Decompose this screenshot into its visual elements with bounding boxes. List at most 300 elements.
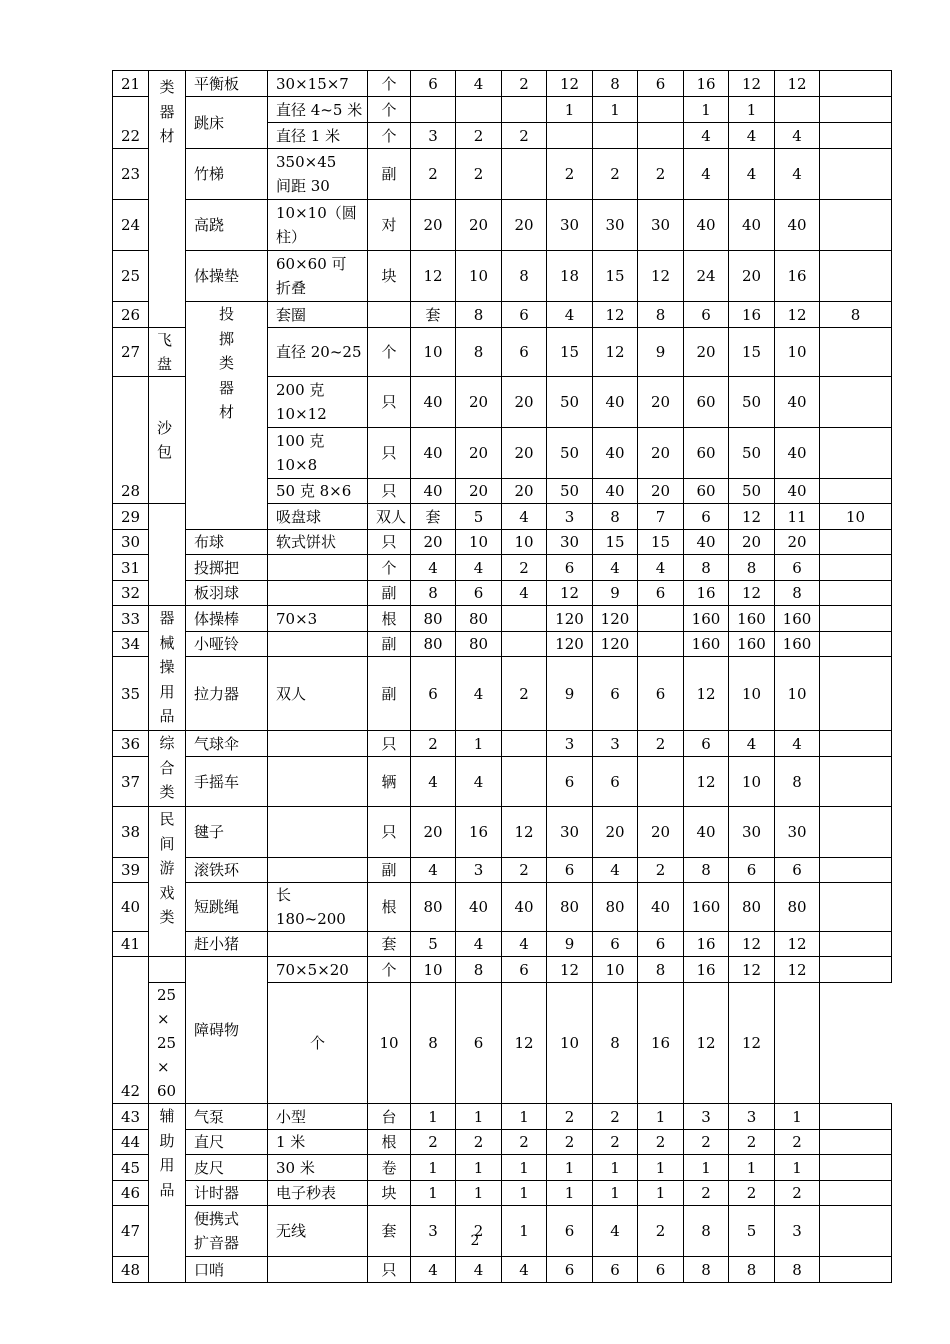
- quantity-cell: 2: [411, 149, 456, 200]
- item-number: 31: [113, 555, 149, 581]
- quantity-cell: [411, 97, 456, 123]
- item-name: 滚铁环: [186, 858, 268, 883]
- quantity-cell: 6: [547, 757, 593, 807]
- quantity-cell: 12: [775, 302, 820, 328]
- item-name: 皮尺: [186, 1155, 268, 1181]
- quantity-cell: 6: [638, 657, 684, 731]
- quantity-cell: 20: [456, 479, 502, 504]
- item-unit: 只: [368, 1257, 411, 1283]
- quantity-cell: 6: [547, 858, 593, 883]
- quantity-cell: 3: [684, 1104, 729, 1130]
- item-unit: 只: [368, 428, 411, 479]
- quantity-cell: 2: [411, 731, 456, 757]
- quantity-cell: 4: [502, 932, 547, 957]
- quantity-cell: 20: [456, 428, 502, 479]
- quantity-cell: 50: [729, 428, 775, 479]
- item-spec: 200 克 10×12: [268, 377, 368, 428]
- item-spec: [268, 858, 368, 883]
- quantity-cell: 12: [729, 71, 775, 97]
- quantity-cell: 5: [411, 932, 456, 957]
- item-name: 短跳绳: [186, 883, 268, 932]
- quantity-cell: 20: [411, 200, 456, 251]
- quantity-cell: 24: [684, 251, 729, 302]
- item-unit: 根: [368, 1130, 411, 1155]
- quantity-cell: 6: [547, 555, 593, 581]
- table-row: [113, 581, 892, 606]
- quantity-cell: 5: [456, 504, 502, 530]
- quantity-cell: 60: [684, 377, 729, 428]
- category-cell: 器 械 操 用 品: [149, 606, 186, 731]
- quantity-cell: 12: [638, 251, 684, 302]
- item-unit: 只: [368, 377, 411, 428]
- quantity-cell: 4: [684, 123, 729, 149]
- quantity-cell: 30: [547, 200, 593, 251]
- item-unit: 套: [368, 932, 411, 957]
- quantity-cell: 10: [729, 657, 775, 731]
- quantity-cell: 10: [547, 983, 593, 1104]
- quantity-cell: 12: [775, 71, 820, 97]
- quantity-cell: 4: [729, 123, 775, 149]
- quantity-cell: 16: [775, 251, 820, 302]
- quantity-cell: 8: [684, 1206, 729, 1257]
- quantity-cell: 20: [502, 479, 547, 504]
- item-name: 口哨: [186, 1257, 268, 1283]
- quantity-cell: 40: [684, 200, 729, 251]
- quantity-cell: 2: [593, 1104, 638, 1130]
- table-row: [113, 530, 892, 555]
- quantity-cell: 12: [775, 932, 820, 957]
- remark-cell: [820, 932, 892, 957]
- item-spec: [368, 302, 411, 328]
- quantity-cell: 4: [502, 1257, 547, 1283]
- quantity-cell: 2: [502, 71, 547, 97]
- quantity-cell: 6: [456, 581, 502, 606]
- item-spec: 直径 4~5 米: [268, 97, 368, 123]
- quantity-cell: 20: [729, 251, 775, 302]
- quantity-cell: 6: [502, 302, 547, 328]
- table-row: [113, 657, 892, 731]
- quantity-cell: [502, 606, 547, 632]
- quantity-cell: 12: [593, 302, 638, 328]
- quantity-cell: 20: [411, 530, 456, 555]
- quantity-cell: 6: [593, 932, 638, 957]
- quantity-cell: 4: [456, 71, 502, 97]
- quantity-cell: 40: [411, 377, 456, 428]
- item-unit: 副: [368, 581, 411, 606]
- quantity-cell: 2: [456, 1206, 502, 1257]
- remark-cell: [820, 428, 892, 479]
- quantity-cell: 4: [411, 858, 456, 883]
- quantity-cell: 160: [684, 606, 729, 632]
- quantity-cell: 8: [593, 71, 638, 97]
- item-name: 跳床: [186, 97, 268, 149]
- item-unit: 个: [368, 957, 411, 983]
- quantity-cell: 1: [502, 1155, 547, 1181]
- quantity-cell: 30: [593, 200, 638, 251]
- quantity-cell: 2: [638, 731, 684, 757]
- quantity-cell: 4: [456, 1257, 502, 1283]
- item-name: 便携式 扩音器: [186, 1206, 268, 1257]
- quantity-cell: 20: [729, 530, 775, 555]
- item-name: 布球: [186, 530, 268, 555]
- category-cell: 类 器 材: [149, 71, 186, 328]
- quantity-cell: 15: [638, 530, 684, 555]
- quantity-cell: 1: [684, 1155, 729, 1181]
- quantity-cell: 2: [456, 149, 502, 200]
- item-name: 平衡板: [186, 71, 268, 97]
- table-row: [113, 883, 892, 932]
- quantity-cell: 6: [502, 328, 547, 377]
- quantity-cell: 40: [502, 883, 547, 932]
- quantity-cell: 6: [684, 731, 729, 757]
- quantity-cell: 1: [638, 1181, 684, 1206]
- item-number: 47: [113, 1206, 149, 1257]
- quantity-cell: 12: [547, 581, 593, 606]
- item-spec: [268, 731, 368, 757]
- quantity-cell: 1: [638, 1104, 684, 1130]
- table-row: [113, 71, 892, 97]
- remark-cell: [820, 251, 892, 302]
- quantity-cell: 8: [684, 858, 729, 883]
- quantity-cell: 1: [593, 97, 638, 123]
- quantity-cell: 2: [684, 1130, 729, 1155]
- item-number: 22: [113, 97, 149, 149]
- item-number: 44: [113, 1130, 149, 1155]
- quantity-cell: 160: [775, 632, 820, 657]
- item-spec: 电子秒表: [268, 1181, 368, 1206]
- quantity-cell: 8: [775, 757, 820, 807]
- quantity-cell: 10: [775, 657, 820, 731]
- quantity-cell: 40: [729, 200, 775, 251]
- quantity-cell: 1: [456, 1155, 502, 1181]
- quantity-cell: 80: [593, 883, 638, 932]
- quantity-cell: 8: [456, 302, 502, 328]
- remark-cell: [820, 328, 892, 377]
- quantity-cell: 3: [547, 731, 593, 757]
- table-row: [113, 97, 892, 123]
- item-number: 48: [113, 1257, 149, 1283]
- item-spec: 70×5×20: [268, 957, 368, 983]
- quantity-cell: 6: [593, 1257, 638, 1283]
- table-row: [113, 932, 892, 957]
- quantity-cell: [638, 123, 684, 149]
- quantity-cell: 40: [775, 200, 820, 251]
- table-row: [113, 149, 892, 200]
- page-number: 2: [470, 1233, 480, 1249]
- quantity-cell: 15: [593, 530, 638, 555]
- quantity-cell: 10: [411, 957, 456, 983]
- quantity-cell: 8: [729, 1257, 775, 1283]
- quantity-cell: 8: [411, 581, 456, 606]
- item-unit: 副: [368, 657, 411, 731]
- quantity-cell: 12: [502, 983, 547, 1104]
- item-unit: 台: [368, 1104, 411, 1130]
- remark-cell: [820, 757, 892, 807]
- item-spec: 直径 1 米: [268, 123, 368, 149]
- quantity-cell: 10: [729, 757, 775, 807]
- quantity-cell: 9: [547, 657, 593, 731]
- item-number: 39: [113, 858, 149, 883]
- quantity-cell: 40: [593, 377, 638, 428]
- quantity-cell: 30: [547, 530, 593, 555]
- table-row: [113, 807, 892, 858]
- quantity-cell: 30: [729, 807, 775, 858]
- quantity-cell: 6: [502, 957, 547, 983]
- item-spec: 100 克 10×8: [268, 428, 368, 479]
- item-unit: 只: [368, 807, 411, 858]
- quantity-cell: 8: [729, 555, 775, 581]
- table-row: [113, 757, 892, 807]
- quantity-cell: 2: [456, 123, 502, 149]
- quantity-cell: 15: [547, 328, 593, 377]
- quantity-cell: 1: [547, 1155, 593, 1181]
- table-row: [113, 1257, 892, 1283]
- quantity-cell: 20: [502, 428, 547, 479]
- quantity-cell: 12: [729, 957, 775, 983]
- quantity-cell: 12: [411, 251, 456, 302]
- item-spec: [268, 581, 368, 606]
- quantity-cell: 4: [729, 149, 775, 200]
- quantity-cell: 80: [729, 883, 775, 932]
- quantity-cell: 3: [411, 123, 456, 149]
- quantity-cell: 2: [411, 1130, 456, 1155]
- quantity-cell: 6: [593, 757, 638, 807]
- item-unit: 根: [368, 606, 411, 632]
- quantity-cell: 80: [411, 883, 456, 932]
- quantity-cell: 2: [593, 149, 638, 200]
- quantity-cell: 8: [775, 581, 820, 606]
- quantity-cell: 30: [775, 807, 820, 858]
- item-unit: 副: [368, 858, 411, 883]
- equipment-table: [112, 70, 892, 1283]
- item-number: 30: [113, 530, 149, 555]
- item-unit: 对: [368, 200, 411, 251]
- item-unit: 块: [368, 251, 411, 302]
- quantity-cell: 6: [684, 302, 729, 328]
- quantity-cell: 4: [502, 504, 547, 530]
- quantity-cell: [502, 97, 547, 123]
- quantity-cell: 4: [775, 149, 820, 200]
- quantity-cell: 6: [729, 858, 775, 883]
- quantity-cell: 10: [593, 957, 638, 983]
- item-name: 赶小猪: [186, 932, 268, 957]
- quantity-cell: 16: [729, 302, 775, 328]
- item-spec: 60×60 可 折叠: [268, 251, 368, 302]
- item-name: 竹梯: [186, 149, 268, 200]
- remark-cell: [820, 581, 892, 606]
- quantity-cell: 10: [368, 983, 411, 1104]
- remark-cell: [820, 606, 892, 632]
- quantity-cell: 1: [411, 1104, 456, 1130]
- quantity-cell: [638, 757, 684, 807]
- item-name: 毽子: [186, 807, 268, 858]
- item-name: 沙包: [149, 377, 186, 504]
- remark-cell: [820, 858, 892, 883]
- quantity-cell: 160: [775, 606, 820, 632]
- remark-cell: [820, 1104, 892, 1130]
- quantity-cell: 1: [456, 1104, 502, 1130]
- item-spec: [268, 807, 368, 858]
- quantity-cell: 16: [684, 932, 729, 957]
- quantity-cell: 12: [547, 957, 593, 983]
- quantity-cell: 40: [775, 479, 820, 504]
- table-row: [113, 1104, 892, 1130]
- quantity-cell: 3: [775, 1206, 820, 1257]
- remark-cell: [820, 883, 892, 932]
- remark-cell: [820, 632, 892, 657]
- quantity-cell: 120: [547, 632, 593, 657]
- quantity-cell: 1: [502, 1104, 547, 1130]
- quantity-cell: 50: [729, 377, 775, 428]
- quantity-cell: 2: [638, 858, 684, 883]
- item-name: 计时器: [186, 1181, 268, 1206]
- quantity-cell: 20: [502, 200, 547, 251]
- quantity-cell: 8: [456, 328, 502, 377]
- item-name: 体操棒: [186, 606, 268, 632]
- quantity-cell: 10: [456, 251, 502, 302]
- quantity-cell: 40: [684, 807, 729, 858]
- quantity-cell: 20: [638, 807, 684, 858]
- table-row: [113, 251, 892, 302]
- quantity-cell: 1: [456, 731, 502, 757]
- quantity-cell: 16: [638, 983, 684, 1104]
- item-spec: 10×10（圆 柱）: [268, 200, 368, 251]
- quantity-cell: 30: [638, 200, 684, 251]
- quantity-cell: 10: [456, 530, 502, 555]
- item-spec: 70×3: [268, 606, 368, 632]
- remark-cell: [820, 555, 892, 581]
- quantity-cell: [638, 606, 684, 632]
- item-spec: 无线: [268, 1206, 368, 1257]
- item-number: 27: [113, 328, 149, 377]
- item-number: 34: [113, 632, 149, 657]
- table-row: [113, 555, 892, 581]
- quantity-cell: 1: [684, 97, 729, 123]
- quantity-cell: 12: [684, 983, 729, 1104]
- quantity-cell: 1: [547, 1181, 593, 1206]
- remark-cell: [820, 97, 892, 123]
- quantity-cell: 50: [729, 479, 775, 504]
- category-cell: 民 间 游 戏 类: [149, 807, 186, 957]
- remark-cell: [820, 731, 892, 757]
- quantity-cell: [638, 632, 684, 657]
- item-name: 吸盘球: [268, 504, 368, 530]
- table-row: [113, 1130, 892, 1155]
- item-name: 直尺: [186, 1130, 268, 1155]
- item-unit: 只: [368, 530, 411, 555]
- item-spec: [268, 632, 368, 657]
- quantity-cell: 16: [684, 957, 729, 983]
- quantity-cell: 2: [638, 1130, 684, 1155]
- remark-cell: [820, 1155, 892, 1181]
- item-unit: 块: [368, 1181, 411, 1206]
- quantity-cell: 2: [638, 1206, 684, 1257]
- item-spec: 25 × 25 × 60: [149, 983, 186, 1104]
- quantity-cell: 11: [775, 504, 820, 530]
- item-name: 板羽球: [186, 581, 268, 606]
- quantity-cell: 2: [547, 1104, 593, 1130]
- quantity-cell: 50: [547, 428, 593, 479]
- quantity-cell: 12: [502, 807, 547, 858]
- item-number: 37: [113, 757, 149, 807]
- item-unit: 根: [368, 883, 411, 932]
- table-row: [113, 302, 892, 328]
- quantity-cell: [638, 97, 684, 123]
- quantity-cell: 8: [684, 1257, 729, 1283]
- quantity-cell: 1: [729, 1155, 775, 1181]
- remark-cell: [820, 200, 892, 251]
- quantity-cell: 6: [775, 555, 820, 581]
- item-unit: 套: [411, 302, 456, 328]
- quantity-cell: 60: [684, 479, 729, 504]
- quantity-cell: 2: [547, 1130, 593, 1155]
- quantity-cell: 6: [411, 71, 456, 97]
- quantity-cell: 20: [502, 377, 547, 428]
- category-cell: 综 合 类: [149, 731, 186, 807]
- item-number: 43: [113, 1104, 149, 1130]
- quantity-cell: 6: [775, 858, 820, 883]
- remark-cell: [820, 479, 892, 504]
- item-number: 24: [113, 200, 149, 251]
- quantity-cell: [502, 149, 547, 200]
- table-row: [113, 957, 892, 983]
- quantity-cell: 3: [729, 1104, 775, 1130]
- quantity-cell: 20: [775, 530, 820, 555]
- category-cell: [149, 504, 186, 606]
- item-name: 障碍物: [186, 957, 268, 1104]
- quantity-cell: 1: [411, 1155, 456, 1181]
- quantity-cell: 1: [638, 1155, 684, 1181]
- quantity-cell: 12: [729, 932, 775, 957]
- item-unit: 卷: [368, 1155, 411, 1181]
- quantity-cell: 4: [638, 555, 684, 581]
- quantity-cell: 15: [593, 251, 638, 302]
- remark-cell: [820, 530, 892, 555]
- quantity-cell: 6: [638, 1257, 684, 1283]
- item-unit: 套: [368, 1206, 411, 1257]
- quantity-cell: 6: [411, 657, 456, 731]
- item-spec: [268, 757, 368, 807]
- item-spec: 软式饼状: [268, 530, 368, 555]
- quantity-cell: 6: [638, 581, 684, 606]
- table-row: [113, 200, 892, 251]
- quantity-cell: 2: [502, 657, 547, 731]
- item-number: 23: [113, 149, 149, 200]
- quantity-cell: 12: [729, 983, 775, 1104]
- quantity-cell: 4: [456, 657, 502, 731]
- item-unit: 个: [368, 71, 411, 97]
- quantity-cell: 2: [547, 149, 593, 200]
- item-number: 26: [113, 302, 149, 328]
- item-name: 气泵: [186, 1104, 268, 1130]
- item-spec: [268, 555, 368, 581]
- quantity-cell: 20: [456, 200, 502, 251]
- quantity-cell: 16: [456, 807, 502, 858]
- item-unit: 个: [268, 983, 368, 1104]
- item-number: 35: [113, 657, 149, 731]
- quantity-cell: 1: [547, 97, 593, 123]
- category-cell: [149, 957, 186, 983]
- category-cell: 投 掷 类 器 材: [186, 302, 268, 530]
- quantity-cell: 1: [411, 1181, 456, 1206]
- item-spec: 长 180~200: [268, 883, 368, 932]
- quantity-cell: 120: [547, 606, 593, 632]
- quantity-cell: 160: [684, 632, 729, 657]
- quantity-cell: 4: [456, 932, 502, 957]
- item-unit: 只: [368, 731, 411, 757]
- quantity-cell: 2: [729, 1130, 775, 1155]
- item-spec: 小型: [268, 1104, 368, 1130]
